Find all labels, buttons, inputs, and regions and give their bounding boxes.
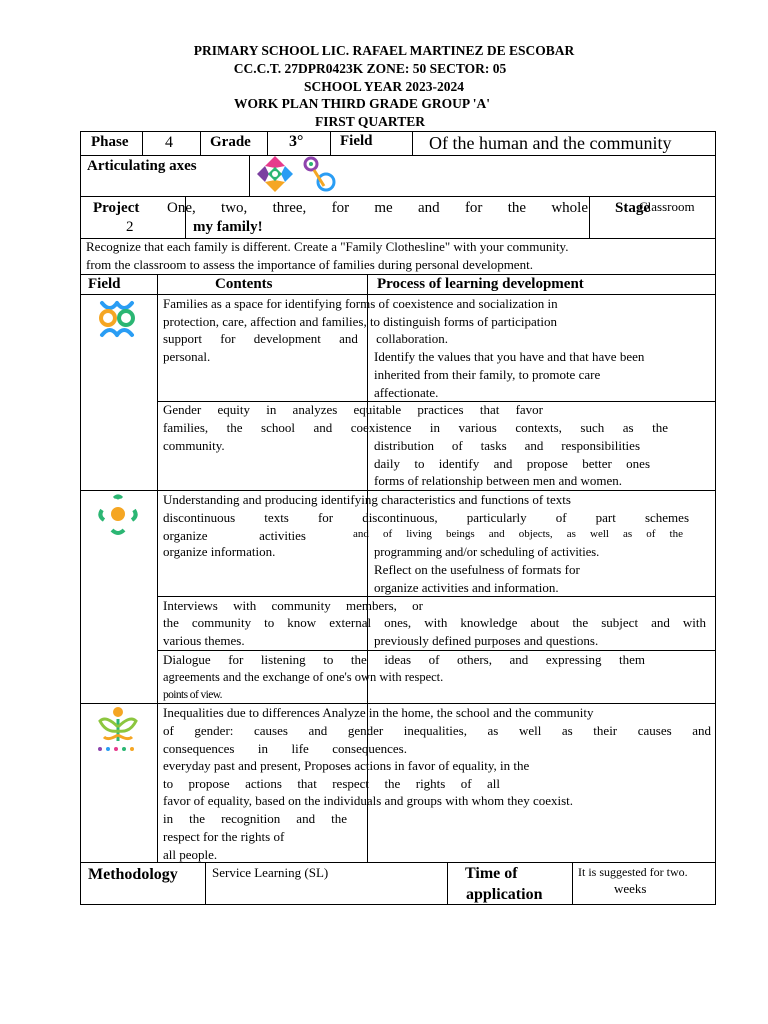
content-text: all people. — [163, 847, 218, 862]
process-text: Identify the values that you have and that have been — [374, 349, 645, 364]
content-text: Inequalities due to differences Analyze in the home, the school and the community — [163, 705, 594, 720]
school-year: SCHOOL YEAR 2023-2024 — [303, 79, 465, 94]
table-rule — [572, 862, 573, 905]
content-text: organize information. — [163, 544, 276, 559]
methodology-value: Service Learning (SL) — [212, 865, 329, 880]
process-text: programming and/or scheduling of activities. — [374, 545, 600, 559]
inclusion-figure-icon — [300, 154, 340, 194]
process-text: affectionate. — [374, 385, 439, 400]
table-rule — [80, 196, 716, 197]
project-title-line-2: my family! — [193, 219, 263, 235]
table-rule — [157, 274, 158, 863]
colorful-diamond-icon — [255, 154, 295, 194]
table-border — [80, 131, 81, 905]
project-title-line-1: One, two, three, for me and for the whole — [167, 200, 588, 216]
process-text: previously defined purposes and questions. — [374, 633, 599, 648]
content-text: respect for the rights of — [163, 829, 285, 844]
description-line-2: from the classroom to assess the importance of families during personal development. — [86, 257, 533, 272]
content-text: protection, care, affection and families, to distinguish forms of participation — [163, 314, 557, 329]
content-text: Gender equity in analyzes equitable practices that favor — [163, 402, 543, 417]
table-rule — [447, 862, 448, 905]
phase-value: 4 — [165, 134, 173, 151]
school-cct: CC.C.T. 27DPR0423K ZONE: 50 SECTOR: 05 — [233, 61, 507, 76]
column-header-process: Process of learning development — [377, 276, 584, 292]
time-label-line-2: application — [466, 886, 543, 903]
content-text: consequences in life consequences. — [163, 741, 407, 756]
project-number: 2 — [126, 219, 134, 235]
content-text: families, the school and coexistence in various contexts, such as the — [163, 420, 668, 435]
content-text: favor of equality, based on the individuals and groups with whom they coexist. — [163, 793, 574, 808]
table-rule — [330, 131, 331, 156]
table-border — [80, 904, 716, 905]
table-rule — [267, 131, 268, 156]
process-text: forms of relationship between men and women. — [374, 473, 623, 488]
growing-plant-icon — [94, 705, 142, 755]
content-text: everyday past and present, Proposes actions in favor of equality, in the — [163, 758, 530, 773]
phase-label: Phase — [91, 134, 129, 150]
content-text: personal. — [163, 349, 211, 364]
grade-value: 3° — [289, 133, 304, 150]
content-text: of gender: causes and gender inequalities, as well as their causes and — [163, 723, 711, 738]
process-text: daily to identify and propose better ones — [374, 456, 650, 471]
grade-label: Grade — [210, 134, 251, 150]
content-text: Families as a space for identifying forms of coexistence and socialization in — [163, 296, 558, 311]
process-text: distribution of tasks and responsibilities — [374, 438, 640, 453]
table-rule — [205, 862, 206, 905]
quarter-title: FIRST QUARTER — [315, 114, 425, 129]
table-rule — [589, 196, 590, 239]
process-text: inherited from their family, to promote care — [374, 367, 601, 382]
column-header-field: Field — [88, 276, 121, 292]
table-rule — [200, 131, 201, 156]
stage-value: Classroom — [639, 199, 695, 214]
table-rule — [249, 155, 250, 197]
description-line-1: Recognize that each family is different. Create a "Family Clothesline" with your community. — [86, 239, 569, 254]
content-text: various themes. — [163, 633, 245, 648]
time-value-line-1: It is suggested for two. — [578, 865, 688, 879]
content-text: organize activities — [163, 528, 306, 543]
table-border — [715, 131, 716, 905]
content-text: in the recognition and the — [163, 811, 347, 826]
content-text: agreements and the exchange of one's own with respect. — [163, 670, 444, 684]
column-header-contents: Contents — [215, 276, 273, 292]
process-text: Reflect on the usefulness of formats for — [374, 562, 580, 577]
content-text: and of living beings and objects, as well as of the — [353, 528, 683, 540]
content-text: discontinuous texts for discontinuous, particularly of part schemes — [163, 510, 689, 525]
field-label: Field — [340, 133, 373, 149]
field-value: Of the human and the community — [429, 133, 672, 153]
content-text: community. — [163, 438, 225, 453]
content-text: support for development and collaboration. — [163, 331, 448, 346]
articulating-axes-label: Articulating axes — [87, 158, 197, 174]
content-text: the community to know external ones, with knowledge about the subject and with — [163, 615, 706, 630]
table-rule — [142, 131, 143, 156]
project-label: Project — [93, 200, 140, 216]
content-text: points of view. — [163, 689, 222, 701]
content-text: Understanding and producing identifying characteristics and functions of texts — [163, 492, 571, 507]
school-name: PRIMARY SCHOOL LIC. RAFAEL MARTINEZ DE ESCOBAR — [193, 43, 575, 58]
table-rule — [80, 155, 716, 156]
methodology-label: Methodology — [88, 866, 178, 883]
table-rule — [412, 131, 413, 156]
stage-label: Stage — [615, 200, 650, 216]
content-text: to propose actions that respect the rights of all — [163, 776, 500, 791]
sun-figure-icon — [94, 492, 142, 538]
content-text: Interviews with community members, or — [163, 598, 423, 613]
content-text: Dialogue for listening to the ideas of others, and expressing them — [163, 652, 645, 667]
process-text: organize activities and information. — [374, 580, 559, 595]
time-label-line-1: Time of — [465, 865, 518, 882]
time-value-line-2: weeks — [614, 881, 647, 896]
family-circle-icon — [94, 295, 140, 341]
work-plan-title: WORK PLAN THIRD GRADE GROUP 'A' — [234, 96, 490, 111]
